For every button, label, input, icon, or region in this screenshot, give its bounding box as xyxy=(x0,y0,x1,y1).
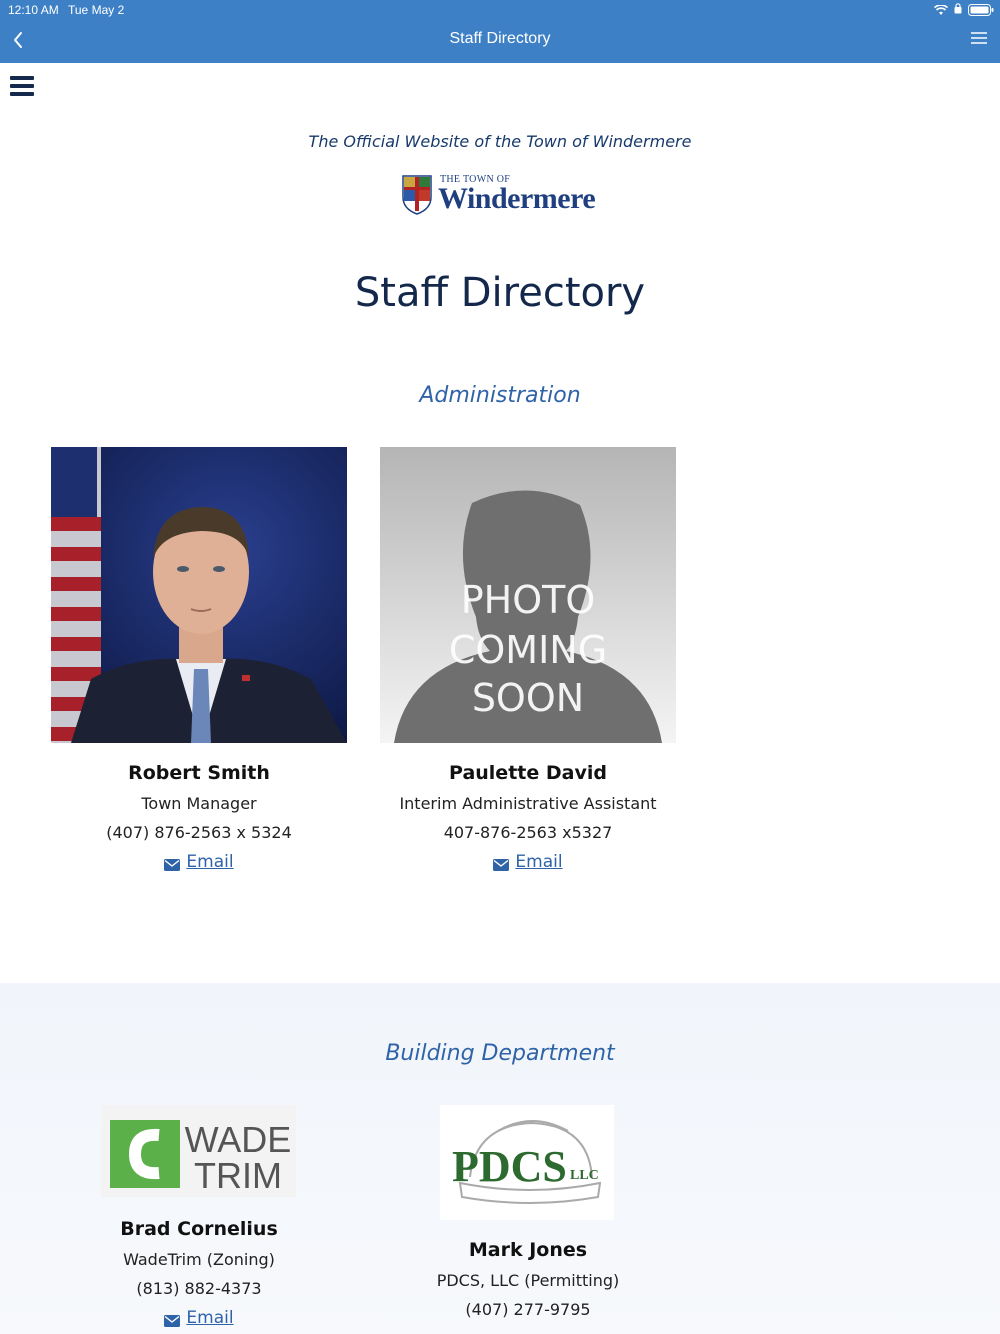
section-title-building-department: Building Department xyxy=(385,1041,615,1066)
status-icons xyxy=(934,3,994,17)
staff-role: WadeTrim (Zoning) xyxy=(123,1250,275,1269)
staff-email-link[interactable] xyxy=(493,852,562,872)
staff-card-brad-cornelius xyxy=(51,1218,347,1331)
placeholder-line-2: COMING xyxy=(448,628,608,672)
shield-icon xyxy=(402,175,432,219)
envelope-icon xyxy=(493,856,509,868)
email-label: Email xyxy=(515,852,563,872)
placeholder-line-3: SOON xyxy=(471,676,585,720)
logo-wordmark: Windermere xyxy=(438,182,596,215)
town-logo[interactable] xyxy=(402,172,602,218)
section-title-administration: Administration xyxy=(419,383,581,408)
staff-photo-placeholder xyxy=(380,447,676,743)
lock-rotation-icon xyxy=(954,3,962,17)
staff-role: Town Manager xyxy=(141,794,257,813)
staff-phone[interactable]: (407) 277-9795 xyxy=(465,1300,591,1319)
logo-pdcs-text: PDCS xyxy=(452,1142,567,1191)
staff-email-link[interactable] xyxy=(164,852,233,872)
site-tagline: The Official Website of the Town of Windermere xyxy=(308,132,692,151)
envelope-icon xyxy=(164,1312,180,1324)
site-menu-icon[interactable] xyxy=(10,76,34,96)
staff-role: Interim Administrative Assistant xyxy=(399,794,657,813)
staff-email-link[interactable] xyxy=(164,1308,233,1328)
email-label: Email xyxy=(186,1308,234,1328)
staff-photo-robert-smith xyxy=(51,447,347,743)
staff-name: Brad Cornelius xyxy=(120,1218,278,1240)
logo-trim-text: TRIM xyxy=(194,1155,282,1196)
staff-phone[interactable]: (407) 876-2563 x 5324 xyxy=(106,823,292,842)
staff-name: Paulette David xyxy=(449,762,607,784)
envelope-icon xyxy=(164,856,180,868)
staff-card-paulette-david xyxy=(380,762,676,875)
app-top-bar xyxy=(0,0,1000,63)
page-title: Staff Directory xyxy=(354,270,646,316)
status-time: 12:10 AM xyxy=(8,3,59,17)
logo-wade-text: WADE xyxy=(184,1119,292,1160)
logo-subtitle: THE TOWN OF xyxy=(440,174,511,185)
staff-phone[interactable]: (813) 882-4373 xyxy=(136,1279,262,1298)
staff-name: Mark Jones xyxy=(468,1239,588,1261)
status-date: Tue May 2 xyxy=(68,3,125,17)
placeholder-line-1: PHOTO xyxy=(460,578,596,622)
staff-role: PDCS, LLC (Permitting) xyxy=(436,1271,620,1290)
nav-menu-icon[interactable] xyxy=(970,30,988,46)
battery-icon xyxy=(968,4,994,16)
company-logo-wadetrim xyxy=(101,1105,296,1197)
logo-llc-text: LLC xyxy=(570,1168,599,1183)
nav-title: Staff Directory xyxy=(449,30,551,47)
staff-card-robert-smith xyxy=(51,762,347,875)
staff-phone[interactable]: 407-876-2563 x5327 xyxy=(443,823,613,842)
email-label: Email xyxy=(186,852,234,872)
navigation-bar xyxy=(0,20,1000,63)
status-bar xyxy=(0,0,1000,20)
wifi-icon xyxy=(934,5,948,15)
company-logo-pdcs xyxy=(440,1105,614,1220)
staff-name: Robert Smith xyxy=(128,762,270,784)
staff-card-mark-jones xyxy=(380,1239,676,1329)
